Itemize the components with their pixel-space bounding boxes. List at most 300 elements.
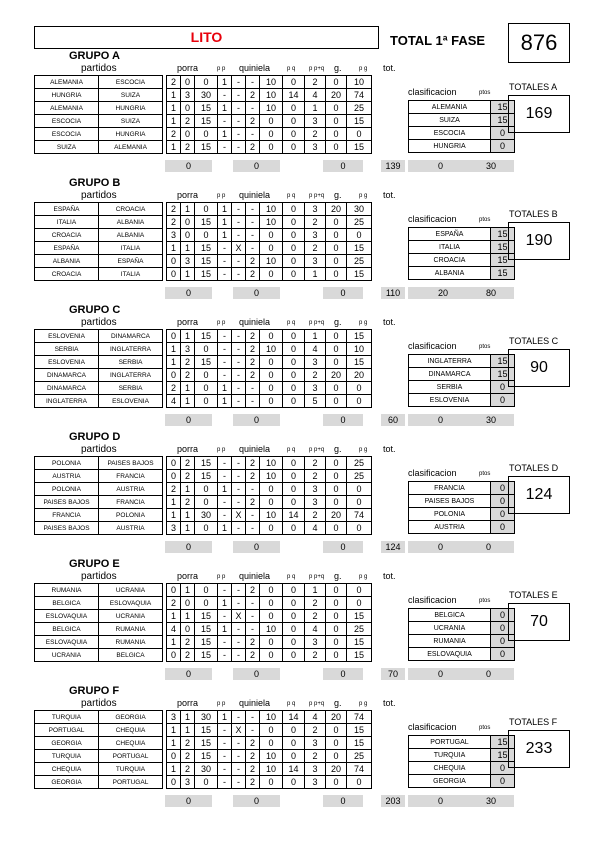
clasif-team: ESPAÑA <box>409 228 491 241</box>
porra-away: 2 <box>181 369 195 382</box>
quiniela-header: quiniela <box>239 317 271 327</box>
group-totals-label: TOTALES C <box>509 336 559 346</box>
group-totals-value: 190 <box>508 222 570 260</box>
quiniela-x: - <box>232 128 246 141</box>
ppq-value: 0 <box>283 203 305 216</box>
goals-value: 3 <box>305 776 326 789</box>
pq-value: 0 <box>260 522 283 535</box>
goals-value: 2 <box>305 369 326 382</box>
match-row <box>35 268 372 281</box>
ppq-value: 0 <box>283 229 305 242</box>
sum-pq: 0 <box>233 668 280 680</box>
home-team: DINAMARCA <box>35 382 99 395</box>
quiniela-1: 1 <box>218 395 232 408</box>
ppq-value: 0 <box>283 457 305 470</box>
quiniela-1: 1 <box>218 711 232 724</box>
away-team: GEORGIA <box>99 711 163 724</box>
quiniela-x: - <box>232 750 246 763</box>
ppq-value: 14 <box>283 711 305 724</box>
quiniela-1: - <box>218 356 232 369</box>
porra-away: 1 <box>181 522 195 535</box>
home-team: PORTUGAL <box>35 724 99 737</box>
quiniela-x: - <box>232 470 246 483</box>
pp-value: 0 <box>195 76 218 89</box>
porra-away: 3 <box>181 255 195 268</box>
porra-home: 0 <box>167 369 181 382</box>
quiniela-2: - <box>246 128 260 141</box>
pp-header: p p <box>217 701 226 707</box>
clasif-points: 15 <box>491 355 515 368</box>
pq-value: 0 <box>260 483 283 496</box>
pg-value: 0 <box>326 724 347 737</box>
away-team: HUNGRIA <box>99 102 163 115</box>
quiniela-1: - <box>218 141 232 154</box>
quiniela-1: - <box>218 496 232 509</box>
pg-header: p g <box>359 66 368 72</box>
ptos-header: ptos <box>479 725 491 731</box>
pp-value: 0 <box>195 203 218 216</box>
clasif-sum <box>408 795 514 807</box>
clasif-points: 15 <box>491 101 515 114</box>
goals-value: 2 <box>305 76 326 89</box>
match-row <box>35 343 372 356</box>
tot-value: 10 <box>347 76 372 89</box>
tot-header: tot. <box>383 444 396 454</box>
group-title: GRUPO E <box>69 558 120 570</box>
group-section <box>34 558 568 691</box>
quiniela-2: - <box>246 216 260 229</box>
pg-header: p g <box>359 574 368 580</box>
match-row <box>35 509 372 522</box>
pp-value: 15 <box>195 356 218 369</box>
porra-home: 1 <box>167 763 181 776</box>
total-value: 876 <box>508 23 570 63</box>
goals-value: 3 <box>305 737 326 750</box>
clasif-sum-right: 0 <box>486 669 492 679</box>
clasif-sum <box>408 414 514 426</box>
pp-value: 15 <box>195 255 218 268</box>
clasif-team: GEORGIA <box>409 775 491 788</box>
pg-header: p g <box>359 447 368 453</box>
pq-value: 0 <box>260 776 283 789</box>
ppq-header: p p+q <box>309 701 325 707</box>
pq-header: p q <box>287 193 296 199</box>
goals-value: 3 <box>305 203 326 216</box>
pp-header: p p <box>217 193 226 199</box>
tot-value: 15 <box>347 610 372 623</box>
ppq-value: 0 <box>283 623 305 636</box>
porra-away: 2 <box>181 470 195 483</box>
away-team: CHEQUIA <box>99 724 163 737</box>
quiniela-x: X <box>232 242 246 255</box>
clasificacion-row <box>409 635 515 648</box>
pg-value: 0 <box>326 343 347 356</box>
pg-value: 0 <box>326 649 347 662</box>
clasif-points: 15 <box>491 228 515 241</box>
clasificacion-row <box>409 736 515 749</box>
match-row <box>35 229 372 242</box>
match-row <box>35 470 372 483</box>
away-team: BELGICA <box>99 649 163 662</box>
clasif-points: 0 <box>491 394 515 407</box>
goals-value: 3 <box>305 255 326 268</box>
clasificacion-row <box>409 482 515 495</box>
porra-away: 2 <box>181 457 195 470</box>
quiniela-1: 1 <box>218 216 232 229</box>
match-row <box>35 610 372 623</box>
pp-value: 15 <box>195 115 218 128</box>
away-team: SERBIA <box>99 382 163 395</box>
porra-away: 2 <box>181 737 195 750</box>
porra-home: 2 <box>167 76 181 89</box>
clasificacion-row <box>409 127 515 140</box>
pq-header: p q <box>287 447 296 453</box>
pq-value: 0 <box>260 584 283 597</box>
porra-header: porra <box>177 571 199 581</box>
tot-value: 0 <box>347 483 372 496</box>
quiniela-x: - <box>232 763 246 776</box>
pq-value: 10 <box>260 343 283 356</box>
clasificacion-row <box>409 114 515 127</box>
pp-value: 0 <box>195 483 218 496</box>
pq-value: 0 <box>260 737 283 750</box>
clasificacion-table <box>408 100 515 153</box>
group-totals-label: TOTALES A <box>509 82 558 92</box>
away-team: ESLOVAQUIA <box>99 597 163 610</box>
quiniela-2: - <box>246 229 260 242</box>
home-team: PAISES BAJOS <box>35 522 99 535</box>
sum-pg: 0 <box>323 287 363 299</box>
pg-value: 0 <box>326 483 347 496</box>
matches-table <box>34 75 372 154</box>
pp-header: p p <box>217 66 226 72</box>
quiniela-x: - <box>232 102 246 115</box>
match-row <box>35 711 372 724</box>
home-team: ESLOVAQUIA <box>35 636 99 649</box>
porra-header: porra <box>177 444 199 454</box>
clasificacion-row <box>409 267 515 280</box>
porra-header: porra <box>177 63 199 73</box>
ppq-value: 0 <box>283 649 305 662</box>
quiniela-1: - <box>218 369 232 382</box>
pp-value: 15 <box>195 737 218 750</box>
pp-value: 15 <box>195 724 218 737</box>
match-row <box>35 242 372 255</box>
clasificacion-table <box>408 735 515 788</box>
clasif-team: POLONIA <box>409 508 491 521</box>
away-team: TURQUIA <box>99 763 163 776</box>
ppq-value: 0 <box>283 776 305 789</box>
tot-value: 74 <box>347 509 372 522</box>
clasif-points: 15 <box>491 267 515 280</box>
sum-pp: 0 <box>165 160 212 172</box>
pq-value: 0 <box>260 496 283 509</box>
home-team: CROACIA <box>35 229 99 242</box>
pg-value: 0 <box>326 470 347 483</box>
quiniela-1: - <box>218 115 232 128</box>
porra-home: 0 <box>167 330 181 343</box>
goals-value: 2 <box>305 457 326 470</box>
home-team: ESLOVENIA <box>35 356 99 369</box>
porra-away: 0 <box>181 76 195 89</box>
quiniela-2: 2 <box>246 343 260 356</box>
porra-home: 3 <box>167 711 181 724</box>
tot-value: 0 <box>347 229 372 242</box>
quiniela-x: - <box>232 216 246 229</box>
quiniela-2: - <box>246 76 260 89</box>
clasif-sum <box>408 541 514 553</box>
porra-home: 1 <box>167 496 181 509</box>
clasif-points: 0 <box>491 482 515 495</box>
away-team: AUSTRIA <box>99 522 163 535</box>
tot-value: 25 <box>347 255 372 268</box>
porra-home: 1 <box>167 141 181 154</box>
match-row <box>35 356 372 369</box>
away-team: UCRANIA <box>99 610 163 623</box>
clasif-sum <box>408 668 514 680</box>
clasif-sum <box>408 287 514 299</box>
away-team: PAISES BAJOS <box>99 457 163 470</box>
pg-value: 0 <box>326 750 347 763</box>
home-team: ESPAÑA <box>35 242 99 255</box>
tot-header: tot. <box>383 190 396 200</box>
porra-home: 4 <box>167 623 181 636</box>
home-team: ESLOVENIA <box>35 330 99 343</box>
porra-away: 1 <box>181 584 195 597</box>
porra-home: 1 <box>167 610 181 623</box>
porra-home: 0 <box>167 776 181 789</box>
clasif-team: HUNGRIA <box>409 140 491 153</box>
pp-header: p p <box>217 320 226 326</box>
quiniela-x: - <box>232 115 246 128</box>
clasif-team: PAISES BAJOS <box>409 495 491 508</box>
group-totals-label: TOTALES F <box>509 717 558 727</box>
porra-away: 3 <box>181 89 195 102</box>
match-row <box>35 369 372 382</box>
quiniela-x: - <box>232 623 246 636</box>
clasif-points: 0 <box>491 140 515 153</box>
pp-value: 30 <box>195 763 218 776</box>
pp-value: 0 <box>195 395 218 408</box>
pp-value: 15 <box>195 649 218 662</box>
pg-value: 0 <box>326 128 347 141</box>
quiniela-2: 2 <box>246 584 260 597</box>
clasif-sum-right: 30 <box>486 415 497 425</box>
match-row <box>35 216 372 229</box>
player-name: LITO <box>34 26 379 49</box>
quiniela-1: - <box>218 457 232 470</box>
goals-value: 4 <box>305 522 326 535</box>
quiniela-header: quiniela <box>239 698 271 708</box>
porra-away: 2 <box>181 750 195 763</box>
pq-value: 10 <box>260 457 283 470</box>
quiniela-2: 2 <box>246 356 260 369</box>
porra-home: 3 <box>167 229 181 242</box>
pq-value: 0 <box>260 330 283 343</box>
pp-value: 15 <box>195 457 218 470</box>
ppq-value: 0 <box>283 636 305 649</box>
clasif-team: FRANCIA <box>409 482 491 495</box>
quiniela-x: X <box>232 724 246 737</box>
porra-away: 1 <box>181 330 195 343</box>
tot-value: 15 <box>347 737 372 750</box>
match-row <box>35 115 372 128</box>
pq-value: 10 <box>260 470 283 483</box>
group-totals-label: TOTALES B <box>509 209 558 219</box>
quiniela-2: - <box>246 203 260 216</box>
matches-table <box>34 202 372 281</box>
porra-home: 0 <box>167 584 181 597</box>
quiniela-2: 2 <box>246 649 260 662</box>
quiniela-x: - <box>232 649 246 662</box>
porra-home: 0 <box>167 268 181 281</box>
clasif-points: 0 <box>491 775 515 788</box>
clasificacion-row <box>409 495 515 508</box>
ppq-value: 14 <box>283 89 305 102</box>
pq-value: 10 <box>260 102 283 115</box>
group-title: GRUPO C <box>69 304 121 316</box>
pg-value: 0 <box>326 610 347 623</box>
pg-value: 0 <box>326 216 347 229</box>
ptos-header: ptos <box>479 598 491 604</box>
quiniela-1: 1 <box>218 76 232 89</box>
match-row <box>35 483 372 496</box>
match-row <box>35 737 372 750</box>
quiniela-x: - <box>232 343 246 356</box>
quiniela-x: - <box>232 483 246 496</box>
home-team: TURQUIA <box>35 750 99 763</box>
group-totals-label: TOTALES D <box>509 463 559 473</box>
porra-away: 1 <box>181 242 195 255</box>
tot-value: 74 <box>347 711 372 724</box>
quiniela-x: - <box>232 382 246 395</box>
home-team: ITALIA <box>35 216 99 229</box>
pp-value: 0 <box>195 776 218 789</box>
pp-value: 15 <box>195 242 218 255</box>
tot-value: 0 <box>347 522 372 535</box>
clasificacion-header: clasificacion <box>408 468 457 478</box>
quiniela-x: - <box>232 711 246 724</box>
ppq-header: p p+q <box>309 193 325 199</box>
home-team: SERBIA <box>35 343 99 356</box>
porra-away: 2 <box>181 636 195 649</box>
clasificacion-row <box>409 368 515 381</box>
pq-value: 10 <box>260 711 283 724</box>
ptos-header: ptos <box>479 217 491 223</box>
goals-value: 3 <box>305 483 326 496</box>
quiniela-2: 2 <box>246 470 260 483</box>
pp-value: 30 <box>195 509 218 522</box>
match-row <box>35 395 372 408</box>
goals-value: 3 <box>305 763 326 776</box>
porra-header: porra <box>177 698 199 708</box>
ptos-header: ptos <box>479 471 491 477</box>
goals-value: 3 <box>305 382 326 395</box>
away-team: INGLATERRA <box>99 343 163 356</box>
porra-home: 0 <box>167 649 181 662</box>
tot-value: 15 <box>347 649 372 662</box>
quiniela-1: - <box>218 89 232 102</box>
clasif-sum-left: 0 <box>438 669 444 679</box>
pg-header: p g <box>359 701 368 707</box>
porra-away: 2 <box>181 356 195 369</box>
quiniela-x: - <box>232 76 246 89</box>
clasif-team: DINAMARCA <box>409 368 491 381</box>
clasif-team: BELGICA <box>409 609 491 622</box>
group-section <box>34 304 568 437</box>
quiniela-2: 2 <box>246 255 260 268</box>
quiniela-header: quiniela <box>239 190 271 200</box>
away-team: ESCOCIA <box>99 76 163 89</box>
match-row <box>35 623 372 636</box>
clasif-points: 15 <box>491 368 515 381</box>
pp-value: 0 <box>195 229 218 242</box>
ppq-value: 0 <box>283 216 305 229</box>
pp-value: 15 <box>195 216 218 229</box>
g-header: g. <box>334 698 342 708</box>
clasif-sum-left: 0 <box>438 415 444 425</box>
goals-value: 1 <box>305 330 326 343</box>
goals-value: 3 <box>305 141 326 154</box>
sum-pq: 0 <box>233 160 280 172</box>
tot-value: 0 <box>347 597 372 610</box>
quiniela-header: quiniela <box>239 63 271 73</box>
clasif-sum-left: 0 <box>438 161 444 171</box>
clasificacion-header: clasificacion <box>408 87 457 97</box>
quiniela-1: 1 <box>218 128 232 141</box>
match-row <box>35 255 372 268</box>
pg-value: 0 <box>326 115 347 128</box>
quiniela-2: - <box>246 382 260 395</box>
quiniela-x: - <box>232 776 246 789</box>
group-totals-value: 233 <box>508 730 570 768</box>
pq-value: 0 <box>260 141 283 154</box>
clasif-team: ESLOVAQUIA <box>409 648 491 661</box>
home-team: ALEMANIA <box>35 76 99 89</box>
clasif-sum-left: 20 <box>438 288 449 298</box>
ppq-value: 0 <box>283 115 305 128</box>
partidos-header: partidos <box>81 63 117 74</box>
tot-header: tot. <box>383 63 396 73</box>
sum-pq: 0 <box>233 414 280 426</box>
pq-value: 0 <box>260 115 283 128</box>
away-team: AUSTRIA <box>99 483 163 496</box>
pp-value: 30 <box>195 89 218 102</box>
ppq-header: p p+q <box>309 66 325 72</box>
porra-away: 3 <box>181 343 195 356</box>
partidos-header: partidos <box>81 571 117 582</box>
clasif-team: CHEQUIA <box>409 762 491 775</box>
goals-value: 1 <box>305 102 326 115</box>
home-team: RUMANIA <box>35 584 99 597</box>
pp-value: 0 <box>195 522 218 535</box>
clasificacion-row <box>409 381 515 394</box>
tot-value: 25 <box>347 102 372 115</box>
pp-value: 15 <box>195 102 218 115</box>
match-row <box>35 584 372 597</box>
clasif-team: ESLOVENIA <box>409 394 491 407</box>
goals-value: 2 <box>305 470 326 483</box>
ppq-value: 0 <box>283 268 305 281</box>
tot-value: 0 <box>347 395 372 408</box>
ppq-header: p p+q <box>309 320 325 326</box>
clasif-team: SUIZA <box>409 114 491 127</box>
away-team: FRANCIA <box>99 470 163 483</box>
pg-value: 0 <box>326 330 347 343</box>
porra-away: 2 <box>181 496 195 509</box>
porra-home: 0 <box>167 750 181 763</box>
goals-value: 3 <box>305 229 326 242</box>
